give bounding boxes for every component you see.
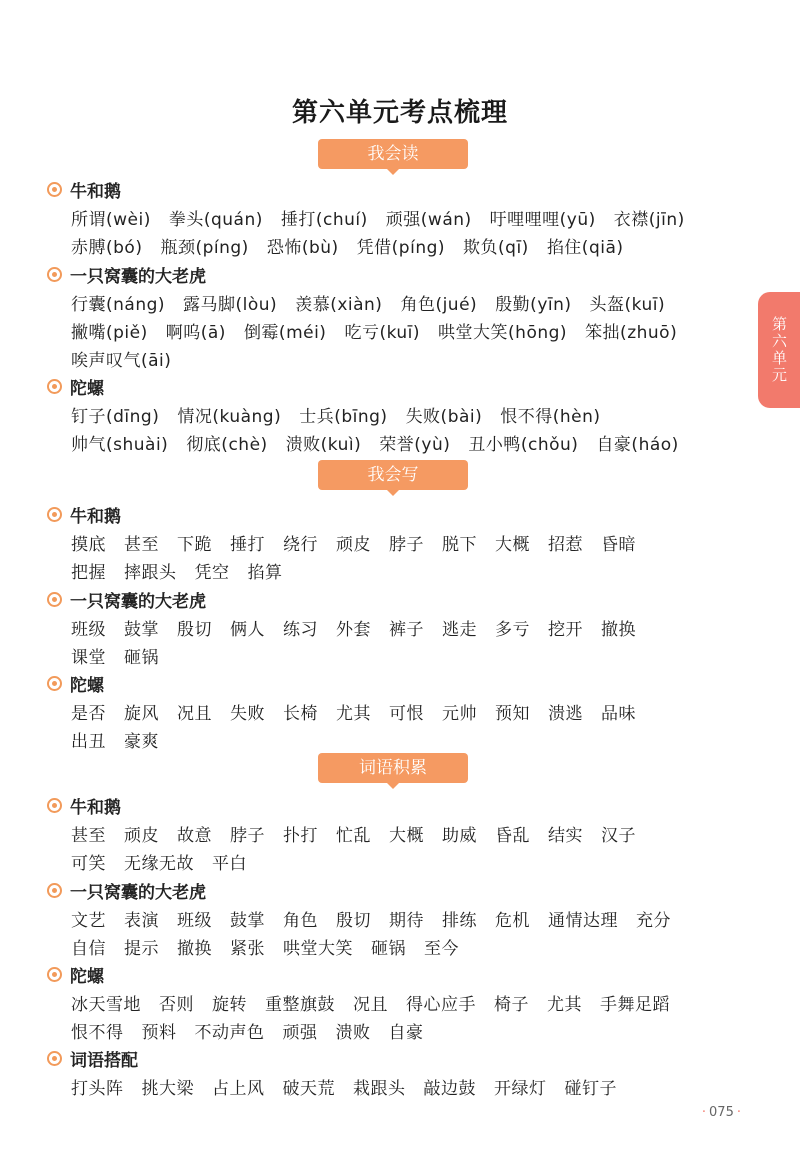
heading-read-2: 一只窝囊的大老虎: [47, 262, 206, 286]
word-item: 摔跟头: [124, 562, 177, 583]
word-item: 练习: [283, 619, 318, 640]
heading-write-3: 陀螺: [47, 671, 104, 695]
heading-words-2: 一只窝囊的大老虎: [47, 878, 206, 902]
word-item: 砸锅: [371, 938, 406, 959]
word-item: 掐算: [247, 562, 283, 583]
word-item: 提示: [124, 938, 159, 959]
word-item: 羡慕(xiàn): [295, 294, 383, 315]
word-item: 昏暗: [601, 534, 636, 555]
word-item: 衣襟(jīn): [613, 209, 685, 230]
word-item: 顽强: [282, 1022, 318, 1043]
word-item: 脖子: [230, 825, 265, 846]
bullet-icon: [47, 507, 62, 522]
word-item: 鼓掌: [124, 619, 159, 640]
bullet-icon: [47, 379, 62, 394]
word-item: 不动声色: [194, 1022, 265, 1043]
word-item: 溃逃: [548, 703, 583, 724]
write-row: [71, 528, 744, 556]
word-item: 捶打: [230, 534, 265, 555]
word-item: 外套: [336, 619, 371, 640]
word-item: 况且: [177, 703, 212, 724]
word-item: 凭借(píng): [356, 237, 446, 258]
heading-read-1: 牛和鹅: [47, 177, 121, 201]
word-item: 所谓(wèi): [71, 209, 151, 230]
word-item: 鼓掌: [230, 910, 265, 931]
heading-write-2: 一只窝囊的大老虎: [47, 587, 206, 611]
word-item: 脱下: [442, 534, 477, 555]
word-item: 无缘无故: [124, 853, 194, 874]
word-item: 出丑: [71, 731, 106, 752]
word-item: 旋风: [124, 703, 159, 724]
word-item: 自信: [71, 938, 106, 959]
heading-words-4: 词语搭配: [47, 1046, 138, 1070]
word-item: 大概: [495, 534, 530, 555]
word-item: 俩人: [230, 619, 265, 640]
word-item: 砸锅: [124, 647, 159, 668]
word-item: 可恨: [389, 703, 424, 724]
word-item: 掐住(qiā): [546, 237, 624, 258]
word-item: 啊呜(ā): [165, 322, 226, 343]
word-item: 唉声叹气(āi): [71, 350, 172, 371]
read-row: [71, 400, 744, 428]
word-item: 预料: [141, 1022, 177, 1043]
word-item: 逃走: [442, 619, 477, 640]
word-item: 荣誉(yù): [379, 434, 451, 455]
word-item: 顽皮: [336, 534, 371, 555]
heading-words-3: 陀螺: [47, 962, 104, 986]
banner-words: 词语积累: [318, 753, 468, 783]
heading-write-1: 牛和鹅: [47, 502, 121, 526]
side-tab: 第六单元: [758, 292, 800, 408]
word-item: 凭空: [194, 562, 230, 583]
word-item: 破天荒: [282, 1078, 335, 1099]
word-item: 自豪(háo): [596, 434, 679, 455]
word-item: 课堂: [71, 647, 106, 668]
word-item: 裤子: [389, 619, 424, 640]
word-item: 露马脚(lòu): [183, 294, 278, 315]
word-item: 头盔(kuī): [589, 294, 666, 315]
word-item: 品味: [601, 703, 636, 724]
word-item: 欺负(qī): [463, 237, 529, 258]
word-item: 失败(bài): [405, 406, 483, 427]
word-item: 至今: [424, 938, 459, 959]
word-item: 钉子(dīng): [71, 406, 160, 427]
words-row: [71, 904, 744, 932]
word-item: 充分: [636, 910, 671, 931]
write-row: [71, 697, 744, 725]
word-item: 恨不得: [71, 1022, 124, 1043]
word-item: 撤换: [601, 619, 636, 640]
words-row: [71, 819, 744, 847]
word-item: 角色: [283, 910, 318, 931]
word-item: 情况(kuàng): [177, 406, 282, 427]
words-row: [71, 1072, 744, 1100]
word-item: 士兵(bīng): [299, 406, 388, 427]
word-item: 开绿灯: [494, 1078, 547, 1099]
bullet-icon: [47, 182, 62, 197]
write-row: [71, 613, 744, 641]
word-item: 溃败: [335, 1022, 371, 1043]
word-item: 汉子: [601, 825, 636, 846]
read-row: [71, 203, 744, 231]
word-item: 招惹: [548, 534, 583, 555]
word-item: 通情达理: [548, 910, 618, 931]
word-item: 否则: [159, 994, 194, 1015]
read-row: [71, 428, 744, 456]
word-item: 文艺: [71, 910, 106, 931]
word-item: 长椅: [283, 703, 318, 724]
word-item: 多亏: [495, 619, 530, 640]
heading-words-1: 牛和鹅: [47, 793, 121, 817]
page-number: · 075 ·: [699, 1105, 744, 1120]
bullet-icon: [47, 676, 62, 691]
word-item: 栽跟头: [353, 1078, 406, 1099]
word-item: 殷切: [336, 910, 371, 931]
word-item: 自豪: [388, 1022, 424, 1043]
word-item: 可笑: [71, 853, 106, 874]
word-item: 撇嘴(piě): [71, 322, 148, 343]
word-item: 顽皮: [124, 825, 159, 846]
word-item: 得心应手: [406, 994, 476, 1015]
word-item: 元帅: [442, 703, 477, 724]
word-item: 助威: [442, 825, 477, 846]
word-item: 彻底(chè): [186, 434, 268, 455]
word-item: 拳头(quán): [168, 209, 263, 230]
word-item: 椅子: [494, 994, 529, 1015]
bullet-icon: [47, 967, 62, 982]
word-item: 况且: [353, 994, 388, 1015]
read-row: [71, 288, 744, 316]
word-item: 尤其: [547, 994, 582, 1015]
word-item: 挑大梁: [141, 1078, 194, 1099]
word-item: 角色(jué): [400, 294, 478, 315]
word-item: 笨拙(zhuō): [585, 322, 678, 343]
word-item: 捶打(chuí): [280, 209, 368, 230]
word-item: 顽强(wán): [385, 209, 472, 230]
bullet-icon: [47, 798, 62, 813]
write-row: [71, 725, 744, 753]
bullet-icon: [47, 592, 62, 607]
word-item: 丑小鸭(chǒu): [468, 434, 579, 455]
word-item: 冰天雪地: [71, 994, 141, 1015]
word-item: 忙乱: [336, 825, 371, 846]
word-item: 下跪: [177, 534, 212, 555]
word-item: 故意: [177, 825, 212, 846]
word-item: 旋转: [212, 994, 247, 1015]
word-item: 昏乱: [495, 825, 530, 846]
read-row: [71, 231, 744, 259]
word-item: 脖子: [389, 534, 424, 555]
write-row: [71, 556, 744, 584]
page-title: 第六单元考点梳理: [291, 98, 508, 128]
word-item: 占上风: [212, 1078, 265, 1099]
word-item: 是否: [71, 703, 106, 724]
words-row: [71, 932, 744, 960]
banner-write: 我会写: [318, 460, 468, 490]
word-item: 班级: [71, 619, 106, 640]
word-item: 碰钉子: [564, 1078, 617, 1099]
word-item: 恨不得(hèn): [500, 406, 601, 427]
word-item: 挖开: [548, 619, 583, 640]
word-item: 瓶颈(píng): [160, 237, 249, 258]
word-item: 结实: [548, 825, 583, 846]
word-item: 重整旗鼓: [265, 994, 335, 1015]
word-item: 行囊(náng): [71, 294, 166, 315]
word-item: 赤膊(bó): [71, 237, 143, 258]
read-row: [71, 316, 744, 344]
words-row: [71, 847, 744, 875]
word-item: 殷勤(yīn): [495, 294, 572, 315]
word-item: 打头阵: [71, 1078, 124, 1099]
word-item: 恐怖(bù): [266, 237, 339, 258]
word-item: 殷切: [177, 619, 212, 640]
word-item: 绕行: [283, 534, 318, 555]
word-item: 平白: [212, 853, 247, 874]
word-item: 摸底: [71, 534, 106, 555]
write-row: [71, 641, 744, 669]
word-item: 帅气(shuài): [71, 434, 169, 455]
word-item: 哄堂大笑: [283, 938, 353, 959]
bullet-icon: [47, 883, 62, 898]
word-item: 期待: [389, 910, 424, 931]
word-item: 倒霉(méi): [243, 322, 327, 343]
words-row: [71, 988, 744, 1016]
word-item: 撤换: [177, 938, 212, 959]
heading-read-3: 陀螺: [47, 374, 104, 398]
word-item: 表演: [124, 910, 159, 931]
word-item: 溃败(kuì): [285, 434, 362, 455]
word-item: 把握: [71, 562, 106, 583]
bullet-icon: [47, 267, 62, 282]
bullet-icon: [47, 1051, 62, 1066]
word-item: 班级: [177, 910, 212, 931]
word-item: 危机: [495, 910, 530, 931]
word-item: 甚至: [71, 825, 106, 846]
word-item: 手舞足蹈: [600, 994, 670, 1015]
word-item: 甚至: [124, 534, 159, 555]
word-item: 敲边鼓: [423, 1078, 476, 1099]
banner-read: 我会读: [318, 139, 468, 169]
word-item: 哄堂大笑(hōng): [438, 322, 568, 343]
read-row: [71, 344, 744, 372]
word-item: 吃亏(kuī): [344, 322, 421, 343]
word-item: 失败: [230, 703, 265, 724]
word-item: 大概: [389, 825, 424, 846]
word-item: 预知: [495, 703, 530, 724]
word-item: 吁哩哩哩(yū): [489, 209, 596, 230]
word-item: 豪爽: [124, 731, 159, 752]
words-row: [71, 1016, 744, 1044]
word-item: 紧张: [230, 938, 265, 959]
word-item: 尤其: [336, 703, 371, 724]
word-item: 扑打: [283, 825, 318, 846]
word-item: 排练: [442, 910, 477, 931]
